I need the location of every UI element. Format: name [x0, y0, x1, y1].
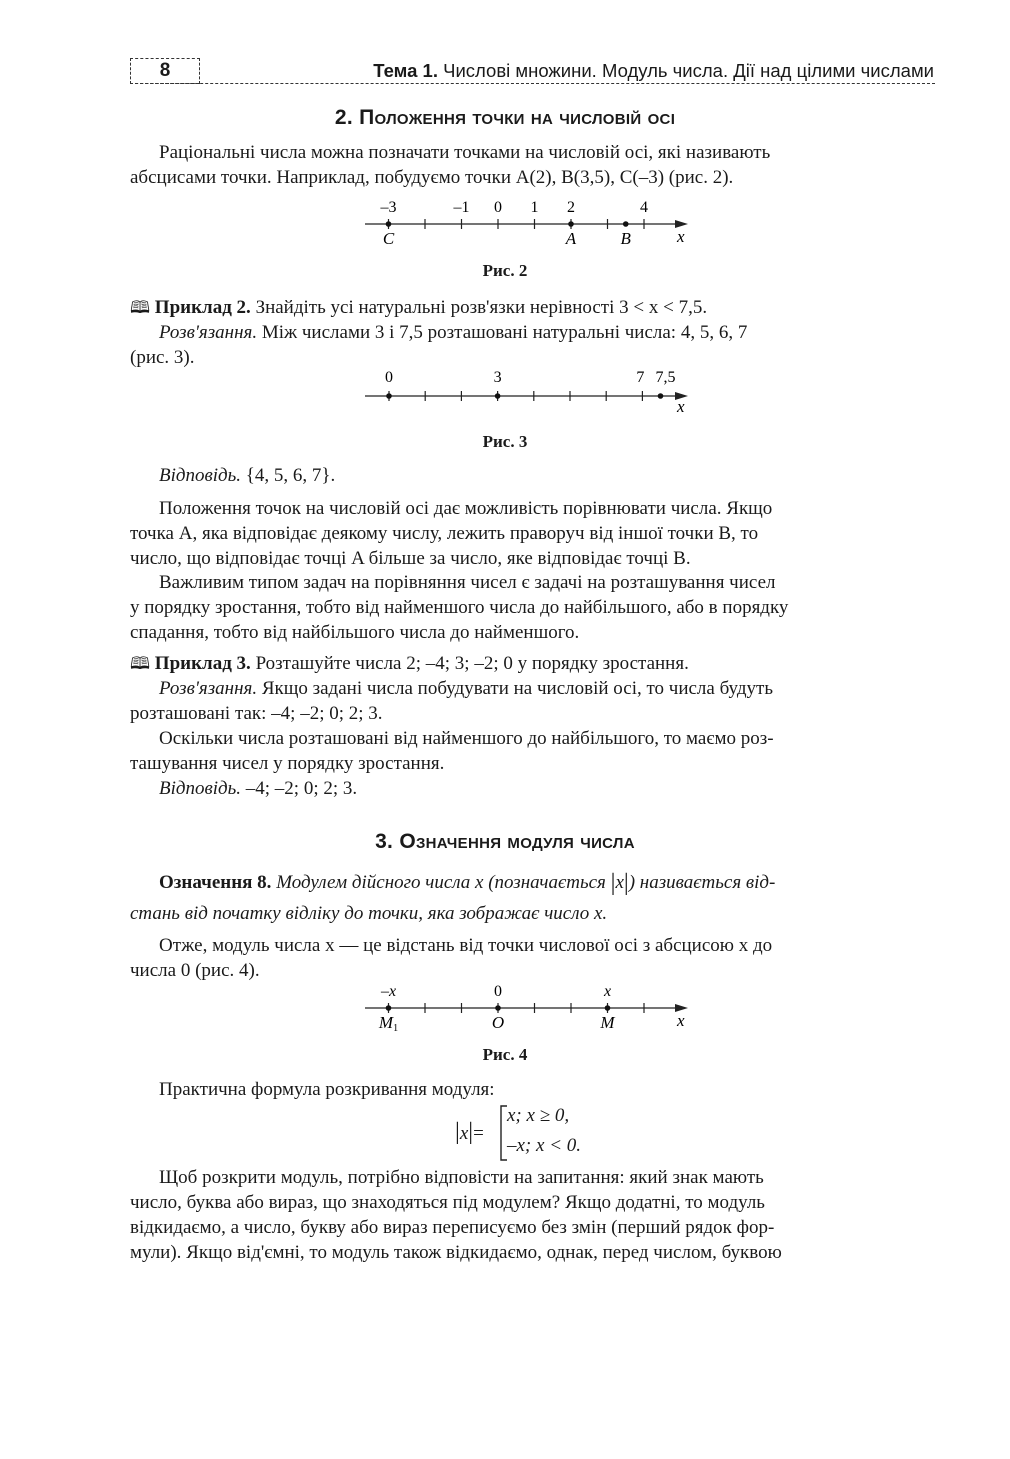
topic-label: Тема 1.	[373, 60, 438, 81]
book-icon: 🕮	[130, 654, 151, 674]
figure-2-number-line	[360, 190, 700, 260]
closing-line-2: число, буква або вираз, що знаходяться під модулем? Якщо додатні, то модуль	[130, 1192, 765, 1213]
example-3-answer-value: –4; –2; 0; 2; 3.	[245, 778, 358, 799]
example-2-solution-text: Між числами 3 і 7,5 розташовані натуральні числа: 4, 5, 6, 7	[261, 322, 748, 343]
point-dot	[495, 1005, 501, 1011]
closing-line-3: відкидаємо, а число, букву або вираз переписуємо без змін (перший рядок фор-	[130, 1217, 775, 1238]
tick-label: 7,5	[655, 369, 676, 386]
example-3-answer	[130, 776, 935, 801]
point-dot	[623, 221, 629, 227]
formula-lhs	[455, 1119, 484, 1146]
tick-label: 7	[636, 369, 645, 386]
header-divider	[130, 83, 935, 84]
definition-8-abs-var: x	[615, 872, 624, 893]
example-3-solution-line-2: розташовані так: –4; –2; 0; 2; 3.	[130, 703, 383, 724]
fig2-axis-label: x	[677, 227, 685, 246]
page-number: 8	[130, 58, 200, 84]
example-3-paragraph-line-1: Оскільки числа розташовані від найменшого до найбільшого, то маємо роз-	[159, 728, 774, 749]
point-label: C	[382, 229, 395, 248]
running-header	[373, 58, 934, 84]
figure-4-caption: Рис. 4	[482, 1045, 528, 1064]
topic-title: Числові множини. Модуль числа. Дії над цілими числами	[443, 60, 934, 81]
tick-label: 2	[567, 199, 575, 216]
point-label-subscript: 1	[393, 1023, 399, 1034]
example-2-text: Знайдіть усі натуральні розв'язки нерівності 3 < x < 7,5.	[255, 297, 708, 318]
tick-label: 0	[385, 369, 393, 386]
point-dot	[386, 1005, 392, 1011]
compare-p2-line-3: спадання, тобто від найбільшого числа до найменшого.	[130, 622, 580, 643]
tick-label: x	[603, 983, 612, 1000]
formula-case-2: –x; x < 0.	[507, 1135, 582, 1156]
fig4-axis-label: x	[677, 1011, 685, 1030]
figure-2-caption: Рис. 2	[482, 261, 528, 280]
point-label: A	[565, 229, 577, 248]
example-2-label: Приклад 2.	[154, 297, 251, 318]
definition-8-text-a: Модулем дійсного числа x (позначається	[276, 872, 606, 893]
example-2-solution-line-2: (рис. 3).	[130, 347, 195, 368]
example-2-statement	[130, 295, 935, 321]
example-3-text: Розташуйте числа 2; –4; 3; –2; 0 у порядку зростання.	[255, 653, 689, 674]
tick-label: –x	[380, 983, 397, 1000]
abs-bar-left: |	[610, 870, 616, 896]
compare-p2-line-2: у порядку зростання, тобто від найменшого числа до найбільшого, або в порядку	[130, 597, 789, 618]
figure-3-caption: Рис. 3	[482, 432, 528, 451]
definition-8-label: Означення 8.	[159, 872, 272, 893]
section-2-heading	[0, 106, 1010, 130]
closing-line-4: мули). Якщо від'ємні, то модуль також відкидаємо, однак, перед числом, буквою	[130, 1242, 782, 1263]
definition-8-text-b: ) називається від-	[628, 872, 776, 893]
section-2-number: 2.	[334, 106, 353, 129]
example-2-answer	[130, 463, 935, 488]
example-3-paragraph-line-2: ташування чисел у порядку зростання.	[130, 753, 445, 774]
point-dot	[386, 221, 392, 227]
point-dot	[386, 393, 392, 399]
tick-label: 0	[494, 199, 502, 216]
abs-formula	[455, 1102, 625, 1164]
example-2-answer-label: Відповідь.	[159, 465, 242, 486]
example-3-answer-label: Відповідь.	[159, 778, 242, 799]
point-dot	[495, 393, 501, 399]
point-label: O	[491, 1013, 505, 1032]
definition-8-line-1	[130, 870, 935, 896]
formula-case-1: x; x ≥ 0,	[507, 1105, 570, 1126]
compare-p1-line-2: точка A, яка відповідає деякому числу, лежить праворуч від іншої точки B, то	[130, 523, 759, 544]
point-dot	[568, 221, 574, 227]
point-dot	[605, 1005, 611, 1011]
tick-label: 3	[493, 369, 502, 386]
book-icon: 🕮	[130, 298, 151, 318]
point-label: B	[620, 229, 631, 248]
example-3-solution-text: Якщо задані числа побудувати на числовій осі, то числа будуть	[261, 678, 773, 699]
example-3-label: Приклад 3.	[154, 653, 251, 674]
section-3-title: Означення модуля числа	[399, 830, 635, 853]
tick-label: 0	[494, 983, 502, 1000]
section-3-heading	[0, 830, 1010, 854]
formula-bar-left: |	[455, 1119, 460, 1145]
tick-label: 4	[640, 199, 648, 216]
example-2-solution-line-1	[130, 320, 935, 345]
example-3-solution-line-1	[130, 676, 935, 701]
example-3-solution-label: Розв'язання.	[159, 678, 258, 699]
formula-intro: Практична формула розкривання модуля:	[159, 1079, 495, 1100]
closing-line-1: Щоб розкрити модуль, потрібно відповісти на запитання: який знак мають	[159, 1167, 764, 1188]
section-2-intro-line-2: абсцисами точки. Наприклад, побудуємо точки A(2), B(3,5), C(–3) (рис. 2).	[130, 167, 734, 188]
definition-8-line-2	[130, 901, 935, 926]
section-3-paragraph-line-1: Отже, модуль числа x — це відстань від точки числової осі з абсцисою x до	[159, 935, 773, 956]
definition-8-text-c: стань від початку відліку до точки, яка зображає число x.	[130, 903, 608, 924]
formula-bar-right: |	[468, 1119, 474, 1145]
formula-lhs-var: x	[459, 1123, 469, 1144]
point-dot	[658, 393, 664, 399]
tick-label: –1	[453, 199, 470, 216]
tick-label: –3	[380, 199, 397, 216]
section-2-intro-line-1: Раціональні числа можна позначати точками на числовій осі, які називають	[159, 142, 771, 163]
example-3-statement	[130, 651, 935, 677]
point-label: M	[600, 1013, 615, 1032]
figure-4-number-line	[360, 975, 700, 1043]
example-2-answer-value: {4, 5, 6, 7}.	[245, 465, 336, 486]
tick-label: 1	[530, 199, 539, 216]
formula-equals: =	[473, 1123, 484, 1144]
compare-p1-line-1: Положення точок на числовій осі дає можливість порівнювати числа. Якщо	[159, 498, 773, 519]
compare-p2-line-1: Важливим типом задач на порівняння чисел є задачі на розташування чисел	[159, 572, 776, 593]
point-label: M1	[378, 1013, 399, 1034]
example-2-solution-label: Розв'язання.	[159, 322, 258, 343]
fig3-axis-label: x	[677, 397, 685, 416]
figure-3-number-line	[360, 362, 700, 424]
section-2-title: Положення точки на числовій осі	[359, 106, 676, 129]
section-3-number: 3.	[375, 830, 394, 853]
compare-p1-line-3: число, що відповідає точці A більше за число, яке відповідає точці B.	[130, 548, 691, 569]
section-3-paragraph-line-2: числа 0 (рис. 4).	[130, 960, 260, 981]
abs-bar-right: |	[623, 870, 629, 896]
